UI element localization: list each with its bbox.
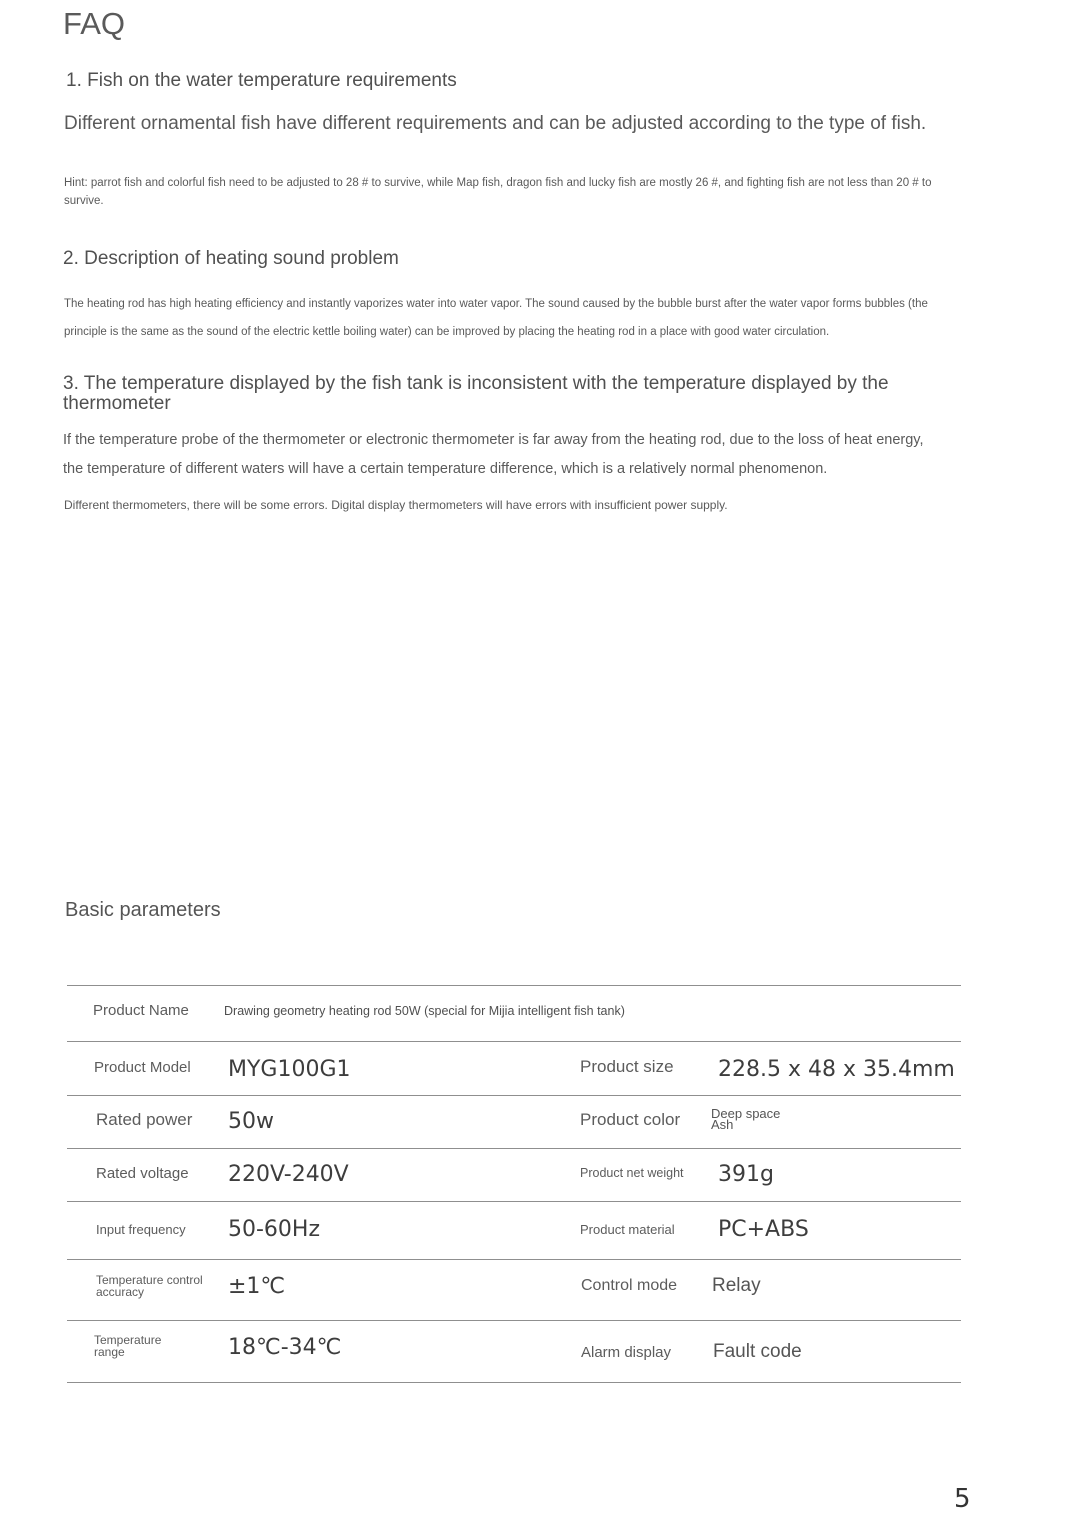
table-cell-label: Control mode <box>581 1277 678 1294</box>
table-cell-label: Temperature range <box>94 1333 162 1359</box>
table-cell-value: 220V-240V <box>228 1162 349 1187</box>
faq-q1-body: Different ornamental fish have different requirements and can be adjusted according to the type of fish. <box>64 113 927 134</box>
table-divider <box>67 1148 961 1149</box>
faq-q1-hint: Hint: parrot fish and colorful fish need to be adjusted to 28 # to survive, while Map fish, dragon fish and lucky fish are mostly 26 #, and fighting fish are not less than 20 # to survive. <box>64 177 932 207</box>
faq-q1-title: 1. Fish on the water temperature requirements <box>66 70 457 91</box>
page-number: 5 <box>954 1484 971 1514</box>
table-cell-value: Relay <box>712 1275 761 1296</box>
table-divider <box>67 1095 961 1096</box>
table-cell-label: Temperature control accuracy <box>96 1273 203 1299</box>
faq-q3-body: If the temperature probe of the thermometer or electronic thermometer is far away from the heating rod, due to the loss of heat energy, the temperature of different waters will have a certain temperature difference, which is a relatively normal phenomenon. <box>63 432 924 477</box>
table-cell-value: ±1℃ <box>228 1274 286 1299</box>
table-cell-label: Rated power <box>96 1110 193 1129</box>
table-cell-value: 228.5 x 48 x 35.4mm <box>718 1057 955 1082</box>
faq-title: FAQ <box>63 6 126 41</box>
table-divider <box>67 1041 961 1042</box>
table-cell-label: Product Model <box>94 1059 191 1076</box>
table-cell-label: Alarm display <box>581 1344 672 1361</box>
table-cell-value: 50-60Hz <box>228 1217 321 1242</box>
table-divider <box>67 1320 961 1321</box>
table-cell-label: Product net weight <box>580 1166 684 1180</box>
table-cell-value: 391g <box>718 1162 774 1187</box>
product-name-value: Drawing geometry heating rod 50W (special for Mijia intelligent fish tank) <box>224 1004 625 1018</box>
table-cell-value: Fault code <box>713 1341 802 1362</box>
table-cell-label: Rated voltage <box>96 1165 189 1182</box>
table-divider <box>67 1201 961 1202</box>
table-divider <box>67 985 961 986</box>
table-divider <box>67 1382 961 1383</box>
basic-parameters-title: Basic parameters <box>65 899 221 921</box>
table-cell-label: Product size <box>580 1057 674 1076</box>
faq-q3-title: 3. The temperature displayed by the fish tank is inconsistent with the temperature displayed by the thermometer <box>63 373 889 414</box>
table-cell-value: 18℃-34℃ <box>228 1335 342 1360</box>
table-cell-label: Product color <box>580 1110 681 1129</box>
faq-q2-title: 2. Description of heating sound problem <box>63 248 399 269</box>
table-cell-value: 50w <box>228 1109 274 1134</box>
table-divider <box>67 1259 961 1260</box>
faq-q2-body: The heating rod has high heating efficiency and instantly vaporizes water into water vapor. The sound caused by the bubble burst after the water vapor forms bubbles (the principle is the same as the sound of the electric kettle boiling water) can be improved by placing the heating rod in a place with good water circulation. <box>64 298 928 338</box>
table-cell-label: Product material <box>580 1222 675 1237</box>
table-cell-value: MYG100G1 <box>228 1057 351 1082</box>
table-cell-value: PC+ABS <box>718 1217 809 1242</box>
product-name-label: Product Name <box>93 1002 189 1019</box>
faq-q3-note: Different thermometers, there will be some errors. Digital display thermometers will have errors with insufficient power supply. <box>64 498 728 512</box>
table-cell-value: Deep space Ash <box>711 1106 781 1132</box>
table-cell-label: Input frequency <box>96 1222 186 1237</box>
